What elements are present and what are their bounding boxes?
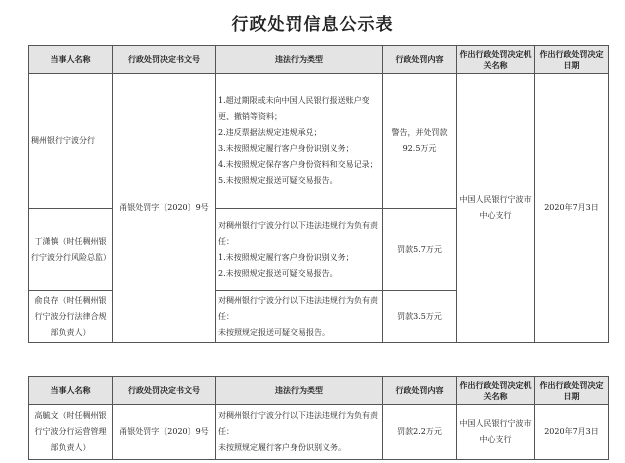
decision-date: 2020年7月3日 [535, 74, 609, 343]
header-party: 当事人名称 [29, 377, 113, 405]
table-header-row [29, 46, 609, 74]
header-doc-no: 行政处罚决定书文号 [113, 377, 216, 405]
party-name: 高毓文（时任稠州银行宁波分行运营管理部负责人） [29, 405, 113, 460]
table-header-row [29, 377, 609, 405]
violation-item: 对稠州银行宁波分行以下违法违规行为负有责任： [218, 220, 378, 246]
violation-item: 3.未按照规定履行客户身份识别义务； [218, 144, 354, 153]
header-date: 作出行政处罚决定日期 [535, 46, 609, 74]
header-violation: 违法行为类型 [216, 377, 383, 405]
party-name: 俞良存（时任稠州银行宁波分行法律合规部负责人） [29, 291, 113, 343]
violation-item: 对稠州银行宁波分行以下违法违规行为负有责任： [218, 295, 378, 321]
penalty-table-2 [28, 376, 609, 460]
party-name: 稠州银行宁波分行 [29, 74, 113, 209]
penalty-content: 罚款2.2万元 [383, 405, 457, 460]
violation-item: 2.未按照规定报送可疑交易报告。 [218, 268, 338, 278]
table-row [29, 405, 609, 460]
authority-name: 中国人民银行宁波市中心支行 [457, 405, 535, 460]
header-penalty: 行政处罚内容 [383, 377, 457, 405]
header-violation: 违法行为类型 [216, 46, 383, 74]
party-name: 丁潇慎（时任稠州银行宁波分行风险总监） [29, 209, 113, 291]
violation-item: 4.未按照规定保存客户身份资料和交易记录； [218, 160, 378, 169]
decision-date: 2020年7月3日 [535, 405, 609, 460]
violation-item: 未按照规定履行客户身份识别义务。 [218, 443, 346, 452]
penalty-table-1 [28, 45, 609, 343]
header-date: 作出行政处罚决定日期 [535, 377, 609, 405]
violation-item: 未按照规定报送可疑交易报告。 [218, 327, 330, 337]
header-authority: 作出行政处罚决定机关名称 [457, 46, 535, 74]
header-authority: 作出行政处罚决定机关名称 [457, 377, 535, 405]
header-penalty: 行政处罚内容 [383, 46, 457, 74]
penalty-content: 罚款5.7万元 [383, 209, 457, 291]
doc-number: 甬银处罚字〔2020〕9号 [113, 405, 216, 460]
page-title: 行政处罚信息公示表 [231, 15, 394, 35]
violation-list [216, 74, 383, 209]
violation-item: 1.超过期限或未向中国人民银行报送账户变更、撤销等资料； [218, 96, 370, 121]
violation-list [216, 405, 383, 460]
header-party: 当事人名称 [29, 46, 113, 74]
table-row [29, 74, 609, 209]
violation-item: 对稠州银行宁波分行以下违法违规行为负有责任： [218, 411, 378, 436]
violation-item: 2.违反票据法规定违规承兑； [218, 128, 322, 137]
doc-number: 甬银处罚字〔2020〕9号 [113, 74, 216, 343]
penalty-content: 警告，并处罚款92.5万元 [383, 74, 457, 209]
violation-list [216, 291, 383, 343]
authority-name: 中国人民银行宁波市中心支行 [457, 74, 535, 343]
violation-item: 1.未按照规定履行客户身份识别义务； [218, 252, 354, 262]
penalty-content: 罚款3.5万元 [383, 291, 457, 343]
header-doc-no: 行政处罚决定书文号 [113, 46, 216, 74]
violation-item: 5.未按照规定报送可疑交易报告。 [218, 176, 338, 185]
violation-list [216, 209, 383, 291]
